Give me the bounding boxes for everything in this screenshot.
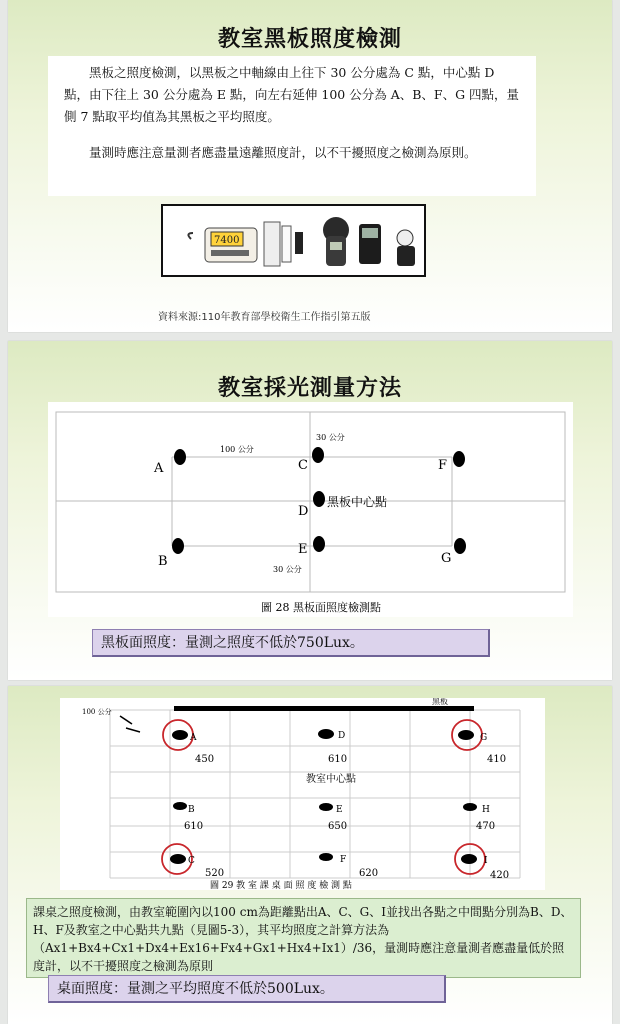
distance-label: 30 公分 [316,433,345,442]
point-label: D [298,504,309,519]
point-label: F [438,458,448,473]
light-meters-image [161,204,426,277]
distance-label: 100 公分 [220,445,254,454]
anemometer-icon [323,217,349,266]
point-label: B [158,554,168,569]
description-paragraph: 黑板之照度檢測，以黑板之中軸線由上往下 30 公分處為 C 點，中心點 D 點，由下往上 30 公分處為 E 點，向左右延伸 100 公分為 A、B、F、G 四點，量側 7 點取平均值為其黑板之平均照度。 [64,65,520,124]
point-value: 610 [328,754,348,765]
point-label: A [154,461,164,476]
point-label: D [338,731,346,741]
measure-point-c [312,447,324,463]
point-value: 470 [476,821,496,832]
point-value: 420 [490,870,510,881]
slide-blackboard-illuminance [8,0,612,332]
measure-point-b [172,538,184,554]
source-citation: 資料來源:110年教育部學校衛生工作指引第五版 [158,312,371,323]
point-label: F [340,855,347,865]
point-label: C [298,458,308,473]
meter-display: 7400 [214,235,240,246]
slide-desk-illuminance [8,686,612,1024]
blackboard-diagram [48,402,573,617]
point-label: G [441,551,452,566]
point-label: H [482,805,490,815]
measure-point-f [453,451,465,467]
point-value: 450 [195,754,215,765]
center-label: 教室中心點 [306,774,356,785]
point-value: 650 [328,821,348,832]
description-paragraph: 量測時應注意量測者應盡量遠離照度計，以不干擾照度之檢測為原則。 [89,145,477,160]
blackboard-bar [174,706,474,711]
illuminance-standard: 黑板面照度：量測之照度不低於750Lux。 [92,629,490,657]
figure-caption: 圖 28 黑板面照度檢測點 [261,601,381,614]
center-label: 黑板中心點 [327,495,388,509]
slide-lighting-method [8,341,612,680]
measure-point-e [313,536,325,552]
point-label: E [298,542,308,557]
point-label: C [188,856,195,866]
slide-title: 教室黑板照度檢測 [217,26,402,52]
measure-point-d [313,491,325,507]
point-label: I [484,856,488,866]
distance-label: 100 公分 [82,708,112,716]
point-label: G [480,733,488,743]
measure-point-a [174,449,186,465]
point-label: A [190,733,197,743]
point-label: E [336,805,343,815]
desk-measure-figure [60,698,545,890]
point-value: 610 [184,821,204,832]
point-label: B [188,805,195,815]
measure-point-g [454,538,466,554]
calculation-description: 課桌之照度檢測，由教室範圍內以100 cm為距離點出A、C、G、I並找出各點之中間點分別為B、D、H、F及教室之中心點共九點（見圖5-3），其平均照度之計算方法為（Ax1+Bx4+Cx1+Dx4+Ex16+Fx4+Gx1+Hx4+Ix1）/36，量測時應注意量測者應盡量低於照度計，以不干擾照度之檢測為原則 [26,898,581,978]
blackboard-label: 黑板 [432,698,448,706]
figure-caption: 圖 29 教 室 課 桌 面 照 度 檢 測 點 [210,881,352,890]
point-value: 410 [487,754,507,765]
desk-illuminance-standard: 桌面照度：量測之平均照度不低於500Lux。 [48,975,446,1003]
point-value: 520 [205,868,225,879]
description-box [48,56,536,196]
point-value: 620 [359,868,379,879]
distance-label: 30 公分 [273,565,302,574]
slide-title: 教室採光測量方法 [217,375,402,401]
